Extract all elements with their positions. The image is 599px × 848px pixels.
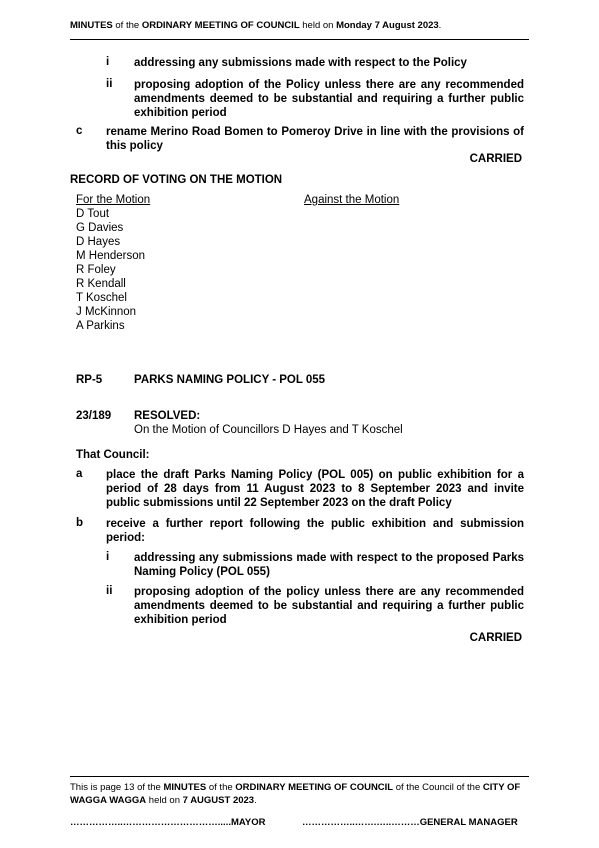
- header-text: .: [438, 20, 442, 31]
- page-header: [70, 20, 441, 31]
- voter-name: G Davies: [76, 222, 124, 234]
- that-council: That Council:: [76, 449, 150, 461]
- header-text: held on: [299, 20, 337, 31]
- footer-city: CITY OF WAGGA WAGGA: [70, 782, 521, 806]
- footer-text: This is page 13 of the: [70, 782, 164, 793]
- mayor-signature-line: ……………..………………………….....MAYOR: [70, 817, 266, 828]
- footer-text: of the: [206, 782, 236, 793]
- voter-name: J McKinnon: [76, 306, 137, 318]
- footer-minutes: MINUTES: [163, 782, 207, 793]
- against-motion-label: Against the Motion: [304, 194, 400, 206]
- list-item-text: place the draft Parks Naming Policy (POL 005) on public exhibition for a period of 28 days from 11 August 2023 to 8 September 2023 and invite public submissions until 22 September 2023 on the draft Policy: [106, 469, 524, 509]
- list-item-text: receive a further report following the public exhibition and submission period:: [106, 518, 524, 544]
- voting-heading: RECORD OF VOTING ON THE MOTION: [70, 174, 283, 186]
- list-item-text: rename Merino Road Bomen to Pomeroy Drive in line with the provisions of this policy: [106, 126, 524, 152]
- voter-name: D Hayes: [76, 236, 121, 248]
- list-marker: ii: [106, 78, 113, 90]
- header-date: Monday 7 August 2023: [336, 20, 439, 31]
- general-manager-signature-line: ……………..…….…..………GENERAL MANAGER: [302, 817, 518, 828]
- footer-date: 7 AUGUST 2023: [182, 795, 255, 806]
- list-item-text: addressing any submissions made with respect to the proposed Parks Naming Policy (POL 055): [134, 552, 524, 578]
- list-marker: c: [76, 125, 83, 137]
- for-motion-label: For the Motion: [76, 194, 151, 206]
- voter-name: A Parkins: [76, 320, 125, 332]
- list-item-text: proposing adoption of the policy unless there are any recommended amendments deemed to be substantial and requiring a further public exhibition period: [134, 586, 524, 626]
- list-marker: i: [106, 56, 110, 68]
- list-marker: b: [76, 517, 84, 529]
- header-meeting: ORDINARY MEETING OF COUNCIL: [141, 20, 300, 31]
- footer-rule: [70, 776, 529, 777]
- footer-text: of the Council of the: [393, 782, 483, 793]
- resolved-label: RESOLVED:: [134, 410, 201, 422]
- header-minutes: MINUTES: [70, 20, 113, 31]
- voter-name: T Koschel: [76, 292, 127, 304]
- voter-name: M Henderson: [76, 250, 146, 262]
- item-code: RP-5: [76, 374, 103, 386]
- voter-name: R Kendall: [76, 278, 126, 290]
- list-marker: i: [106, 551, 110, 563]
- footer-meeting: ORDINARY MEETING OF COUNCIL: [235, 782, 394, 793]
- footer-text: held on: [146, 795, 183, 806]
- carried-label: CARRIED: [469, 632, 522, 644]
- motion-text: On the Motion of Councillors D Hayes and T Koschel: [134, 424, 403, 436]
- footer-text: .: [254, 795, 257, 806]
- resolution-number: 23/189: [76, 410, 112, 422]
- carried-label: CARRIED: [469, 153, 522, 165]
- header-rule: [70, 39, 529, 40]
- list-marker: ii: [106, 585, 113, 597]
- list-marker: a: [76, 468, 83, 480]
- page-footer: [70, 781, 530, 807]
- header-text: of the: [112, 20, 142, 31]
- item-title: PARKS NAMING POLICY - POL 055: [134, 374, 326, 386]
- list-item-text: proposing adoption of the Policy unless there are any recommended amendments deemed to be substantial and requiring a further public exhibition period: [134, 79, 524, 119]
- list-item-text: addressing any submissions made with respect to the Policy: [134, 57, 467, 69]
- voter-name: R Foley: [76, 264, 116, 276]
- voter-name: D Tout: [76, 208, 110, 220]
